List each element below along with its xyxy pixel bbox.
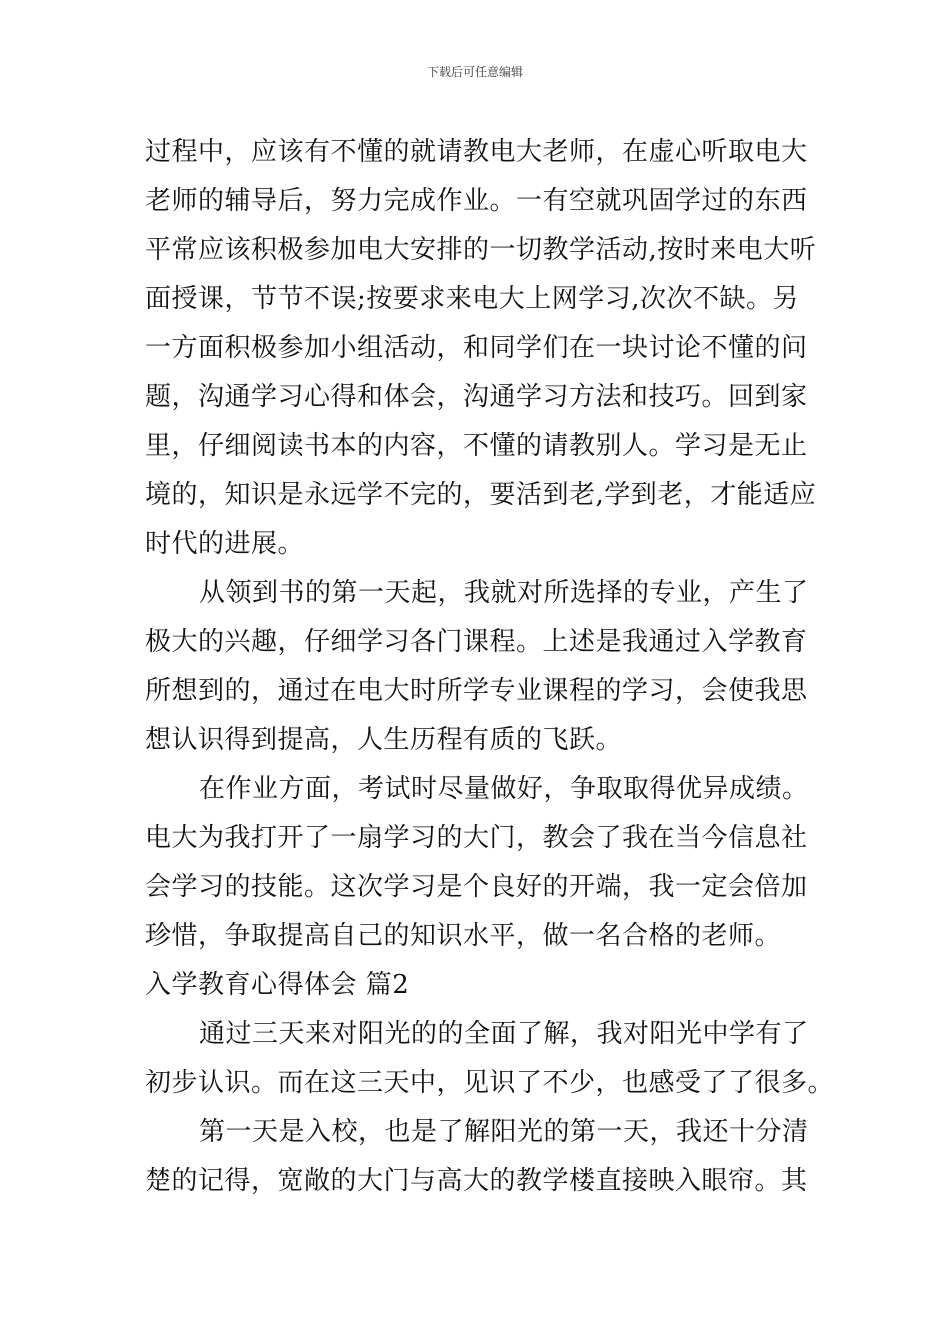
text-line: 初步认识。而在这三天中，见识了不少，也感受了了很多。 (145, 1068, 835, 1098)
text-line: 电大为我打开了一扇学习的大门，教会了我在当今信息社 (145, 823, 808, 853)
text-line: 平常应该积极参加电大安排的一切教学活动,按时来电大听 (145, 235, 817, 265)
text-line: 过程中，应该有不懂的就请教电大老师，在虚心听取电大 (145, 137, 808, 167)
paragraph-first-line: 第一天是入校，也是了解阳光的第一天，我还十分清 (199, 1117, 809, 1147)
paragraph-first-line: 从领到书的第一天起，我就对所选择的专业，产生了 (199, 578, 809, 608)
text-line: 题，沟通学习心得和体会，沟通学习方法和技巧。回到家 (145, 382, 808, 412)
paragraph-first-line: 在作业方面，考试时尽量做好，争取取得优异成绩。 (199, 774, 809, 804)
text-line: 时代的进展。 (145, 529, 305, 559)
text-line: 珍惜，争取提高自己的知识水平，做一名合格的老师。 (145, 921, 782, 951)
text-line: 想认识得到提高，人生历程有质的飞跃。 (145, 725, 623, 755)
text-line: 境的，知识是永远学不完的，要活到老,学到老，才能适应 (145, 480, 817, 510)
text-line: 楚的记得，宽敞的大门与高大的教学楼直接映入眼帘。其 (145, 1166, 808, 1196)
text-line: 一方面积极参加小组活动，和同学们在一块讨论不懂的问 (145, 333, 808, 363)
section-heading: 入学教育心得体会 篇2 (145, 970, 410, 1000)
text-line: 里，仔细阅读书本的内容，不懂的请教别人。学习是无止 (145, 431, 808, 461)
text-line: 面授课，节节不误;按要求来电大上网学习,次次不缺。另 (145, 284, 800, 314)
paragraph-first-line: 通过三天来对阳光的的全面了解，我对阳光中学有了 (199, 1019, 809, 1049)
text-line: 极大的兴趣，仔细学习各门课程。上述是我通过入学教育 (145, 627, 808, 657)
text-line: 会学习的技能。这次学习是个良好的开端，我一定会倍加 (145, 872, 808, 902)
document-body (145, 128, 835, 1206)
text-line: 所想到的，通过在电大时所学专业课程的学习，会使我思 (145, 676, 808, 706)
page-header: 下载后可任意编辑 (426, 65, 523, 79)
text-line: 老师的辅导后，努力完成作业。一有空就巩固学过的东西 (145, 186, 808, 216)
